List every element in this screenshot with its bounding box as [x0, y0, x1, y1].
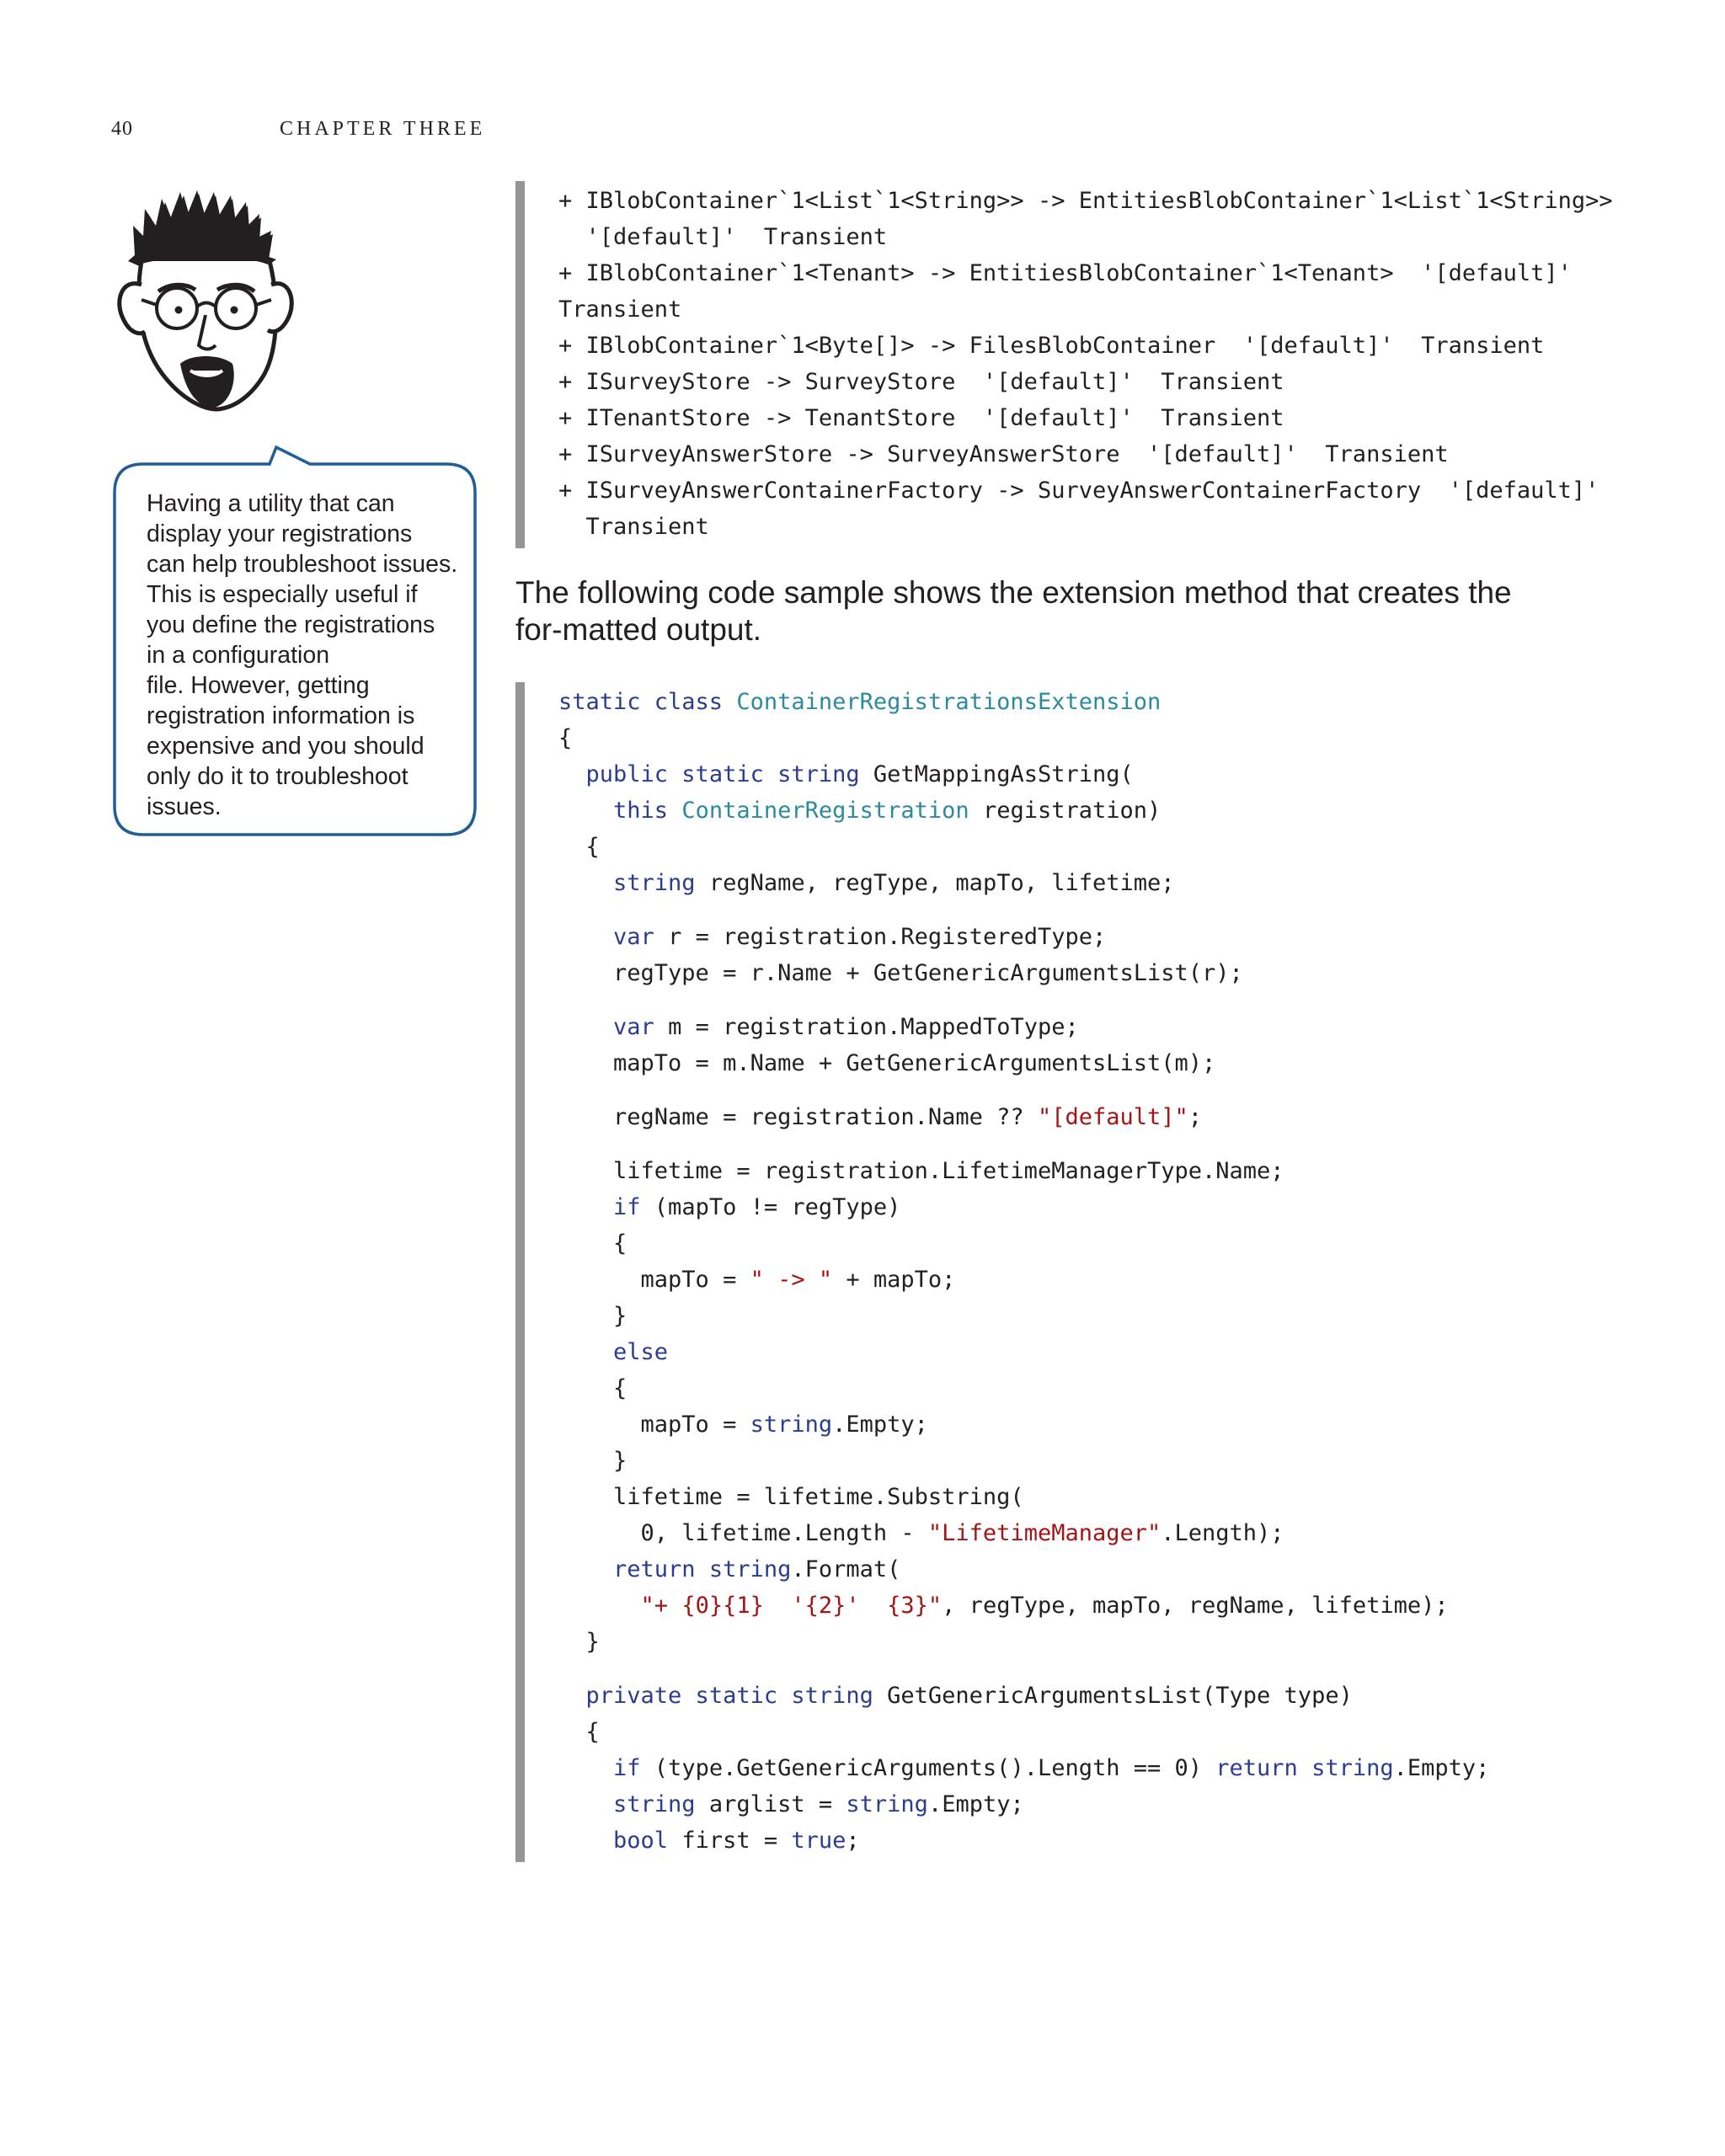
code-token: regName = registration.Name ??	[558, 1104, 1038, 1130]
code-token: string	[750, 1412, 833, 1438]
registration-output-listing	[515, 181, 1613, 548]
code-token: GetGenericArgumentsList(Type type)	[873, 1683, 1353, 1709]
output-line: + ITenantStore -> TenantStore '[default]' Transient	[558, 405, 1284, 431]
code-token: {	[558, 834, 600, 860]
code-token	[558, 924, 613, 950]
code-token	[558, 870, 613, 896]
code-token: registration)	[969, 798, 1162, 824]
author-portrait-icon	[109, 184, 303, 424]
code-token	[558, 1339, 613, 1365]
code-token: string	[846, 1791, 928, 1817]
code-token: first =	[668, 1828, 792, 1854]
code-line	[558, 1099, 1489, 1135]
code-token: "LifetimeManager"	[927, 1520, 1162, 1546]
code-token: " -> "	[750, 1267, 833, 1293]
code-line	[558, 1443, 1489, 1479]
code-token: true	[791, 1828, 846, 1854]
code-token: .Empty;	[832, 1412, 928, 1438]
code-token: else	[613, 1339, 669, 1365]
code-line	[558, 1370, 1489, 1406]
code-token: var	[613, 1014, 654, 1040]
code-token	[558, 1556, 613, 1582]
code-token: private static string	[585, 1683, 873, 1709]
sidebar-note-text: Having a utility that can display your registrations can help troubleshoot issues. This is especially useful if you define the registrations in a configuration file. However, getting registration information is expensive and you should only do it to troubleshoot issues.	[147, 490, 458, 820]
code-line	[558, 1045, 1489, 1081]
code-token: string	[613, 1791, 696, 1817]
output-line: + ISurveyStore -> SurveyStore '[default]' Transient	[558, 369, 1284, 395]
code-line	[558, 1750, 1489, 1786]
code-line	[558, 792, 1489, 829]
code-token: bool	[613, 1828, 669, 1854]
running-header-chapter: CHAPTER THREE	[280, 118, 486, 140]
code-line	[558, 1588, 1489, 1624]
code-line	[558, 1822, 1489, 1859]
output-line: + ISurveyAnswerContainerFactory -> SurveyAnswerContainerFactory '[default]'	[558, 478, 1599, 504]
code-token: this	[613, 798, 682, 824]
code-token	[558, 1683, 586, 1709]
body-paragraph: The following code sample shows the extension method that creates the for-matted output.	[515, 575, 1512, 647]
code-line	[558, 1189, 1489, 1225]
code-line	[558, 1624, 1489, 1660]
code-token: ContainerRegistrationsExtension	[736, 689, 1162, 715]
code-line	[558, 1678, 1489, 1714]
code-token: .Format(	[791, 1556, 901, 1582]
code-token: var	[613, 924, 654, 950]
output-line: + IBlobContainer`1<Byte[]> -> FilesBlobContainer '[default]' Transient	[558, 333, 1545, 359]
code-token: mapTo =	[558, 1267, 750, 1293]
code-line	[558, 1551, 1489, 1588]
code-token: (type.GetGenericArguments().Length == 0)	[640, 1755, 1216, 1781]
code-token: }	[558, 1629, 600, 1655]
code-token: {	[558, 1375, 628, 1401]
code-token: .Empty;	[927, 1791, 1024, 1817]
code-token: return string	[613, 1556, 792, 1582]
code-token	[558, 1828, 613, 1854]
code-token: ;	[1188, 1104, 1203, 1130]
code-token: mapTo = m.Name + GetGenericArgumentsList(m);	[558, 1050, 1216, 1076]
code-line	[558, 1334, 1489, 1370]
code-token: GetMappingAsString(	[873, 761, 1134, 787]
page-number: 40	[111, 118, 133, 140]
code-token	[558, 1194, 613, 1220]
code-line	[558, 1515, 1489, 1551]
code-token	[558, 761, 586, 787]
output-line: Transient	[558, 514, 709, 540]
code-token: static class	[558, 689, 737, 715]
code-token: (mapTo != regType)	[640, 1194, 901, 1220]
code-token	[558, 1755, 613, 1781]
code-line	[558, 829, 1489, 865]
code-line	[558, 1153, 1489, 1189]
code-token: return string	[1215, 1755, 1394, 1781]
code-token	[558, 1593, 641, 1619]
code-token: regType = r.Name + GetGenericArgumentsList(r);	[558, 960, 1243, 986]
code-line	[558, 720, 1489, 756]
code-token: {	[558, 725, 573, 751]
code-line	[558, 1479, 1489, 1515]
code-token: {	[558, 1230, 628, 1257]
code-token: r = registration.RegisteredType;	[654, 924, 1107, 950]
code-token: public static string	[585, 761, 873, 787]
code-token: string	[613, 870, 696, 896]
code-token: .Length);	[1161, 1520, 1284, 1546]
code-token: .Empty;	[1393, 1755, 1490, 1781]
code-line	[558, 955, 1489, 991]
sidebar-callout	[109, 442, 480, 842]
code-line	[558, 1714, 1489, 1750]
output-line: + ISurveyAnswerStore -> SurveyAnswerStore '[default]' Transient	[558, 441, 1449, 467]
output-line: '[default]' Transient	[558, 224, 888, 250]
code-line	[558, 1262, 1489, 1298]
code-token: + mapTo;	[832, 1267, 956, 1293]
code-line	[558, 1406, 1489, 1443]
code-token: regName, regType, mapTo, lifetime;	[695, 870, 1175, 896]
code-token: }	[558, 1303, 628, 1329]
code-token: "+ {0}{1} '{2}' {3}"	[640, 1593, 943, 1619]
code-token: m = registration.MappedToType;	[654, 1014, 1079, 1040]
code-token: if	[613, 1194, 641, 1220]
output-line: Transient	[558, 296, 682, 323]
code-line	[558, 1298, 1489, 1334]
extension-method-code-listing	[515, 682, 1489, 1862]
code-token: ContainerRegistration	[681, 798, 969, 824]
code-line	[558, 756, 1489, 792]
code-line	[558, 684, 1489, 720]
code-token: , regType, mapTo, regName, lifetime);	[942, 1593, 1449, 1619]
code-token: mapTo =	[558, 1412, 750, 1438]
code-line	[558, 865, 1489, 901]
code-token	[558, 1014, 613, 1040]
code-token: lifetime = lifetime.Substring(	[558, 1484, 1024, 1510]
code-token: arglist =	[695, 1791, 846, 1817]
code-line	[558, 919, 1489, 955]
code-token: ;	[846, 1828, 860, 1854]
code-token: {	[558, 1719, 600, 1745]
code-line	[558, 1786, 1489, 1822]
code-token: 0, lifetime.Length -	[558, 1520, 928, 1546]
output-line: + IBlobContainer`1<Tenant> -> EntitiesBlobContainer`1<Tenant> '[default]'	[558, 260, 1572, 286]
output-line: + IBlobContainer`1<List`1<String>> -> EntitiesBlobContainer`1<List`1<String>>	[558, 188, 1613, 214]
code-token: }	[558, 1448, 628, 1474]
code-token	[558, 1791, 613, 1817]
code-line	[558, 1225, 1489, 1262]
code-token: "[default]"	[1037, 1104, 1188, 1130]
code-line	[558, 1009, 1489, 1045]
code-token: if	[613, 1755, 641, 1781]
code-token	[558, 798, 613, 824]
code-token: lifetime = registration.LifetimeManagerType.Name;	[558, 1158, 1284, 1184]
